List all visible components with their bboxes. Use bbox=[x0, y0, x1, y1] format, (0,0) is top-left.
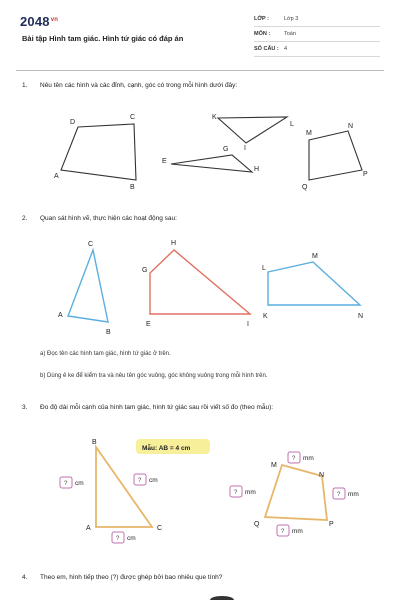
quad-abcd-shape bbox=[61, 124, 136, 180]
svg-text:?: ? bbox=[64, 481, 68, 487]
label-m3: M bbox=[271, 462, 277, 469]
svg-text:mm: mm bbox=[348, 491, 359, 498]
meta-grade: LỚP : Lớp 3 bbox=[254, 14, 380, 27]
fig2-quad-lmkn bbox=[262, 253, 363, 320]
label-l: L bbox=[290, 121, 294, 128]
document-title: Bài tập Hình tam giác. Hình tứ giác có đáp án bbox=[22, 34, 184, 43]
answer-qp[interactable] bbox=[277, 525, 303, 536]
label-c3: C bbox=[157, 525, 163, 532]
svg-text:mm: mm bbox=[245, 489, 256, 496]
label-b2: B bbox=[106, 329, 111, 336]
answer-bc[interactable] bbox=[134, 474, 158, 485]
label-g: G bbox=[223, 146, 229, 153]
label-e: E bbox=[162, 158, 167, 165]
label-g2: G bbox=[142, 267, 148, 274]
answer-ac[interactable] bbox=[112, 532, 136, 543]
fig2-quad-hgei bbox=[142, 240, 250, 328]
svg-text:?: ? bbox=[337, 492, 341, 498]
svg-text:cm: cm bbox=[75, 480, 84, 487]
label-a2: A bbox=[58, 312, 63, 319]
svg-text:?: ? bbox=[234, 490, 238, 496]
question-2: 2. Quan sát hình vẽ, thực hiện các hoạt động sau: bbox=[22, 215, 177, 222]
label-a: A bbox=[54, 173, 59, 180]
label-h2: H bbox=[171, 240, 177, 247]
meta-subject: MÔN : Toán bbox=[254, 29, 380, 42]
label-n: N bbox=[348, 123, 354, 130]
answer-mn[interactable] bbox=[288, 452, 314, 463]
label-q: Q bbox=[302, 184, 308, 191]
triangle-egh-shape bbox=[171, 155, 252, 172]
question-1: 1. Nêu tên các hình và các đỉnh, cạnh, góc có trong mỗi hình dưới đây: bbox=[22, 82, 238, 89]
quad-lmkn-shape bbox=[268, 262, 360, 305]
label-k: K bbox=[212, 114, 217, 121]
label-m: M bbox=[306, 130, 312, 137]
meta-question-count: SỐ CÂU : 4 bbox=[254, 44, 380, 57]
svg-text:mm: mm bbox=[292, 528, 303, 535]
quad-mnpq-shape bbox=[309, 131, 362, 180]
quad-hgei-shape bbox=[150, 250, 250, 314]
svg-text:?: ? bbox=[116, 536, 120, 542]
label-b3: B bbox=[92, 439, 97, 446]
site-logo[interactable]: $2048^{vn}$ bbox=[20, 14, 59, 29]
label-h: H bbox=[254, 166, 260, 173]
label-n3: N bbox=[319, 472, 325, 479]
label-k2: K bbox=[263, 313, 268, 320]
answer-ab[interactable] bbox=[60, 477, 84, 488]
label-m2: M bbox=[312, 253, 318, 260]
triangle-abc-measure bbox=[96, 447, 152, 527]
svg-text:?: ? bbox=[292, 456, 296, 462]
label-c: C bbox=[130, 114, 136, 121]
fig2-triangle-abc bbox=[58, 241, 111, 336]
answer-np[interactable] bbox=[333, 488, 359, 499]
label-p3: P bbox=[329, 521, 334, 528]
fig1-quad-abcd bbox=[54, 114, 136, 191]
answer-mq[interactable] bbox=[230, 486, 256, 497]
label-n2: N bbox=[358, 313, 364, 320]
svg-text:?: ? bbox=[138, 478, 142, 484]
example-text: Mẫu: AB = 4 cm bbox=[142, 445, 191, 452]
triangle-abc-shape bbox=[68, 250, 108, 322]
fig3-quad-mnpq bbox=[254, 462, 334, 528]
question-4-figure-partial bbox=[210, 596, 234, 600]
question-3: 3. Đo độ dài mỗi cạnh của hình tam giác, hình tứ giác sau rồi viết số đo (theo mẫu): bbox=[22, 404, 274, 411]
label-i2: I bbox=[247, 321, 249, 328]
svg-text:cm: cm bbox=[149, 477, 158, 484]
question-2-part-b: b) Dùng ê ke để kiểm tra và nêu tên góc vuông, góc không vuông trong mỗi hình trên. bbox=[40, 373, 268, 379]
svg-text:mm: mm bbox=[303, 455, 314, 462]
label-b: B bbox=[130, 184, 135, 191]
label-i: I bbox=[244, 145, 246, 152]
quad-mnpq-measure bbox=[265, 465, 327, 520]
svg-text:?: ? bbox=[281, 529, 285, 535]
question-2-part-a: a) Đọc tên các hình tam giác, hình tứ giác ở trên. bbox=[40, 351, 171, 357]
label-d: D bbox=[70, 119, 76, 126]
label-c2: C bbox=[88, 241, 94, 248]
svg-text:cm: cm bbox=[127, 535, 136, 542]
fig1-quad-mnpq bbox=[302, 123, 368, 191]
question-4: 4. Theo em, hình tiếp theo (?) được ghép bởi bao nhiêu que tính? bbox=[22, 574, 223, 581]
label-a3: A bbox=[86, 525, 91, 532]
triangle-kil-shape bbox=[218, 117, 287, 143]
label-q3: Q bbox=[254, 521, 260, 528]
label-l2: L bbox=[262, 265, 266, 272]
label-p: P bbox=[363, 171, 368, 178]
label-e2: E bbox=[146, 321, 151, 328]
